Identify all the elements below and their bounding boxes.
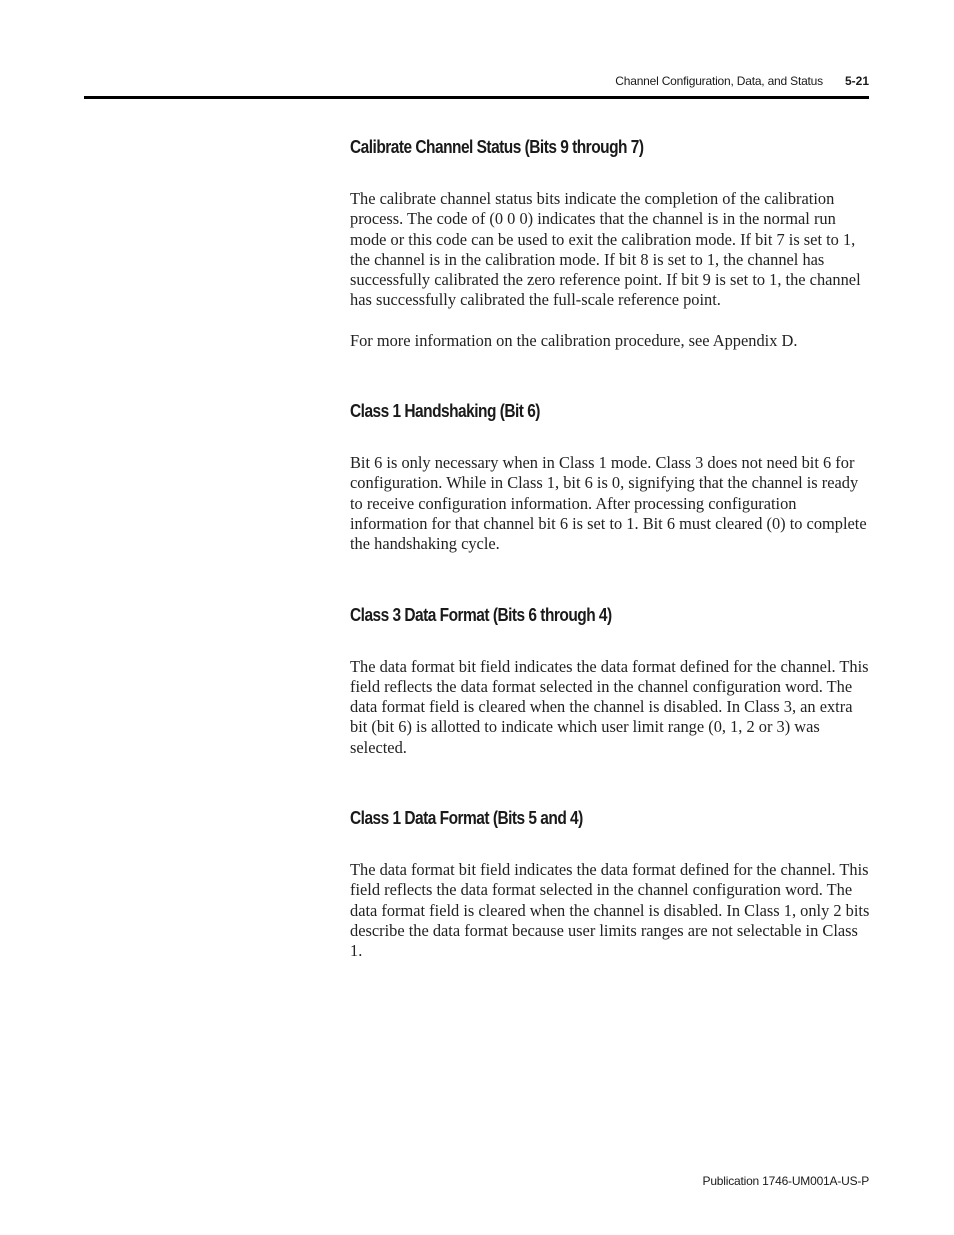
page-number: 5-21 [844,74,869,88]
section-class1-data-format [350,805,870,961]
paragraph: The data format bit field indicates the data format defined for the channel. This field reflects the data format selected in the channel configuration word. The data format field is cleared when the channel is disabled. In Class 3, an extra bit (bit 6) is allotted to indicate which user limit range (0, 1, 2 or 3) was selected. [350,656,869,757]
publication-footer: Publication 1746-UM001A-US-P [702,1174,869,1188]
main-content [350,134,870,962]
chapter-title: Channel Configuration, Data, and Status [615,74,823,88]
paragraph: The data format bit field indicates the data format defined for the channel. This field reflects the data format selected in the channel configuration word. The data format field is cleared when the channel is disabled. In Class 1, only 2 bits describe the data format because user limits ranges are not selectable in Class 1. [350,860,870,961]
header-rule [84,96,869,99]
running-header [84,74,869,92]
paragraph: The calibrate channel status bits indicate the completion of the calibration process. The code of (0 0 0) indicates that the channel is in the normal run mode or this code can be used to exit the calibration mode. If bit 7 is set to 1, the channel is in the calibration mode. If bit 8 is set to 1, the channel has successfully calibrated the zero reference point. If bit 9 is set to 1, the channel has successfully calibrated the full-scale reference point. [350,189,861,310]
section-calibrate-channel-status [350,134,870,351]
paragraph: For more information on the calibration procedure, see Appendix D. [350,330,798,350]
section-class1-handshaking [350,398,870,554]
paragraph: Bit 6 is only necessary when in Class 1 mode. Class 3 does not need bit 6 for configuration. While in Class 1, bit 6 is 0, signifying that the channel is ready to receive configuration information. After processing configuration information for that channel bit 6 is set to 1. Bit 6 must cleared (0) to complete the handshaking cycle. [350,453,867,554]
section-heading: Class 1 Data Format (Bits 5 and 4) [350,808,583,829]
section-heading: Class 1 Handshaking (Bit 6) [350,401,540,422]
section-heading: Calibrate Channel Status (Bits 9 through 7) [350,137,644,157]
section-class3-data-format [350,602,870,758]
section-heading: Class 3 Data Format (Bits 6 through 4) [350,604,612,625]
